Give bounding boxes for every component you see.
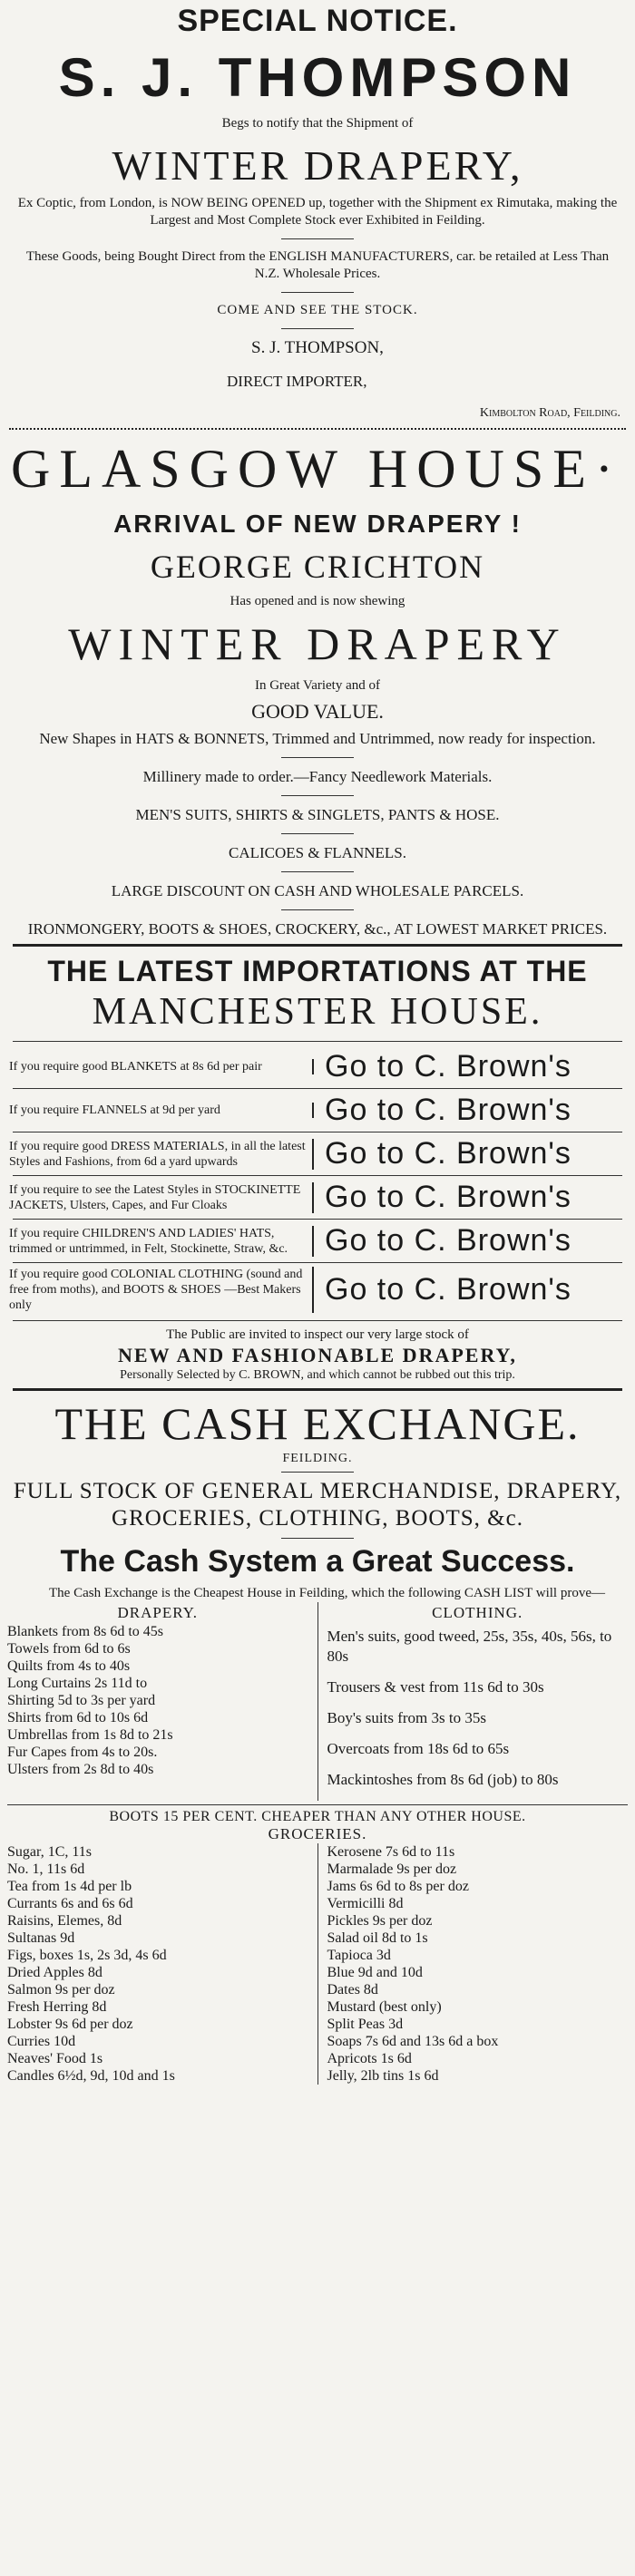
- brown-row-text: If you require CHILDREN'S AND LADIES' HATS, trimmed or untrimmed, in Felt, Stockinette, Straw, &c.: [9, 1226, 314, 1257]
- special-notice-heading: SPECIAL NOTICE.: [177, 4, 458, 38]
- ironmongery-line: IRONMONGERY, BOOTS & SHOES, CROCKERY, &c., AT LOWEST MARKET PRICES.: [27, 920, 608, 938]
- full-stock-line: FULL STOCK OF GENERAL MERCHANDISE, DRAPERY, GROCERIES, CLOTHING, BOOTS, &c.: [13, 1479, 622, 1531]
- groceries-left-column: [7, 1843, 318, 2085]
- divider: [13, 1262, 622, 1263]
- public-invited-line: The Public are invited to inspect our very large stock of: [166, 1327, 469, 1342]
- grocery-item: Salad oil 8d to 1s: [327, 1930, 428, 1946]
- divider: [281, 1472, 354, 1473]
- go-to-brown-label: Go to C. Brown's: [325, 1136, 572, 1171]
- come-see-line: COME AND SEE THE STOCK.: [217, 303, 418, 317]
- brown-rows: [0, 1047, 635, 1315]
- groceries-columns: [0, 1843, 635, 2085]
- calicoes-line: CALICOES & FLANNELS.: [229, 844, 406, 861]
- brown-row: [0, 1178, 635, 1217]
- signature-title: DIRECT IMPORTER,: [227, 373, 367, 390]
- grocery-item: Currants 6s and 6s 6d: [7, 1896, 133, 1911]
- grocery-item: Vermicilli 8d: [327, 1896, 404, 1911]
- brown-row-text: If you require good COLONIAL CLOTHING (sound and free from moths), and BOOTS & SHOES —Best Makers only: [9, 1267, 314, 1313]
- thompson-name: S. J. THOMPSON: [58, 47, 577, 108]
- drapery-column: [7, 1602, 318, 1801]
- divider: [7, 1804, 628, 1805]
- boots-cheaper-line: BOOTS 15 PER CENT. CHEAPER THAN ANY OTHER HOUSE.: [109, 1809, 526, 1824]
- grocery-item: Dried Apples 8d: [7, 1965, 103, 1980]
- brown-row-text: If you require to see the Latest Styles in STOCKINETTE JACKETS, Ulsters, Capes, and Fur Cloaks: [9, 1182, 314, 1213]
- clothing-item: Mackintoshes from 8s 6d (job) to 80s: [327, 1771, 559, 1788]
- winter-drapery-headline: WINTER DRAPERY,: [112, 142, 523, 189]
- grocery-item: Candles 6½d, 9d, 10d and 1s: [7, 2068, 175, 2084]
- clothing-item: Trousers & vest from 11s 6d to 30s: [327, 1678, 544, 1696]
- glasgow-house-heading: GLASGOW HOUSE·: [11, 439, 622, 499]
- grocery-item: Jams 6s 6d to 8s per doz: [327, 1879, 469, 1894]
- drapery-item: Fur Capes from 4s to 20s.: [7, 1745, 158, 1760]
- grocery-item: Marmalade 9s per doz: [327, 1862, 457, 1877]
- crichton-name: GEORGE CRICHTON: [150, 549, 485, 585]
- cash-exchange-advert: [0, 1396, 635, 2085]
- grocery-item: Curries 10d: [7, 2034, 76, 2049]
- cash-list-intro: The Cash Exchange is the Cheapest House in Feilding, which the following CASH LIST will prove—: [49, 1586, 605, 1600]
- grocery-item: Tapioca 3d: [327, 1948, 391, 1963]
- divider: [281, 328, 354, 329]
- variety-line: In Great Variety and of: [254, 678, 380, 693]
- grocery-item: Lobster 9s 6d per doz: [7, 2017, 133, 2032]
- thompson-advert: [0, 4, 635, 421]
- selected-by-brown-line: Personally Selected by C. BROWN, and which cannot be rubbed out this trip.: [120, 1368, 515, 1382]
- drapery-heading: DRAPERY.: [117, 1604, 198, 1621]
- divider: [13, 1219, 622, 1220]
- groceries-heading: GROCERIES.: [268, 1825, 367, 1842]
- go-to-brown-label: Go to C. Brown's: [325, 1180, 572, 1214]
- hats-bonnets-line: New Shapes in HATS & BONNETS, Trimmed and Untrimmed, now ready for inspection.: [39, 730, 596, 747]
- grocery-item: Apricots 1s 6d: [327, 2051, 412, 2066]
- brown-row-text: If you require FLANNELS at 9d per yard: [9, 1103, 314, 1118]
- winter-drapery-headline: WINTER DRAPERY: [68, 618, 567, 669]
- brown-row: [0, 1265, 635, 1315]
- clothing-heading: CLOTHING.: [432, 1604, 523, 1621]
- go-to-brown-label: Go to C. Brown's: [325, 1272, 572, 1307]
- drapery-item: Ulsters from 2s 8d to 40s: [7, 1762, 154, 1777]
- brown-row-text: If you require good BLANKETS at 8s 6d per pair: [9, 1059, 314, 1074]
- divider: [281, 909, 354, 910]
- cash-exchange-heading: THE CASH EXCHANGE.: [54, 1398, 581, 1449]
- drapery-clothing-columns: [0, 1602, 635, 1801]
- grocery-item: Tea from 1s 4d per lb: [7, 1879, 132, 1894]
- cash-system-success-heading: The Cash System a Great Success.: [60, 1544, 575, 1579]
- grocery-item: Pickles 9s per doz: [327, 1913, 433, 1929]
- grocery-item: Neaves' Food 1s: [7, 2051, 103, 2066]
- drapery-item: Shirts from 6d to 10s 6d: [7, 1710, 149, 1725]
- divider: [281, 871, 354, 872]
- brown-row: [0, 1091, 635, 1130]
- go-to-brown-label: Go to C. Brown's: [325, 1223, 572, 1258]
- grocery-item: Dates 8d: [327, 1982, 378, 1998]
- mens-suits-line: MEN'S SUITS, SHIRTS & SINGLETS, PANTS & HOSE.: [135, 806, 500, 823]
- grocery-item: Sugar, 1C, 11s: [7, 1844, 92, 1860]
- signature-address: Kimbolton Road, Feilding.: [479, 406, 620, 420]
- drapery-item: Long Curtains 2s 11d to: [7, 1676, 148, 1691]
- section-divider: [13, 1388, 622, 1391]
- drapery-item: Blankets from 8s 6d to 45s: [7, 1624, 163, 1639]
- grocery-item: Soaps 7s 6d and 13s 6d a box: [327, 2034, 499, 2049]
- section-divider: [9, 428, 626, 430]
- glasgow-advert: [0, 437, 635, 938]
- arrival-heading: ARRIVAL OF NEW DRAPERY !: [113, 510, 522, 538]
- manchester-advert: [0, 954, 635, 1383]
- divider: [281, 238, 354, 239]
- brown-row: [0, 1047, 635, 1086]
- signature-name: S. J. THOMPSON,: [251, 338, 384, 357]
- clothing-item: Boy's suits from 3s to 35s: [327, 1709, 486, 1726]
- grocery-item: Jelly, 2lb tins 1s 6d: [327, 2068, 439, 2084]
- good-value-line: GOOD VALUE.: [251, 700, 384, 723]
- divider: [13, 1088, 622, 1089]
- divider: [281, 292, 354, 293]
- clothing-column: [318, 1602, 629, 1801]
- drapery-item: Shirting 5d to 3s per yard: [7, 1693, 156, 1708]
- new-fashionable-drapery: NEW AND FASHIONABLE DRAPERY,: [118, 1344, 517, 1366]
- brown-row-text: If you require good DRESS MATERIALS, in all the latest Styles and Fashions, from 6d a yard upwards: [9, 1139, 314, 1170]
- divider: [13, 1320, 622, 1321]
- divider: [281, 757, 354, 758]
- begs-line: Begs to notify that the Shipment of: [221, 116, 414, 131]
- grocery-item: Split Peas 3d: [327, 2017, 404, 2032]
- brown-row: [0, 1221, 635, 1260]
- brown-row: [0, 1134, 635, 1173]
- grocery-item: Sultanas 9d: [7, 1930, 75, 1946]
- drapery-item: Towels from 6d to 6s: [7, 1641, 131, 1657]
- drapery-item: Quilts from 4s to 40s: [7, 1658, 131, 1674]
- drapery-item: Umbrellas from 1s 8d to 21s: [7, 1727, 173, 1743]
- grocery-item: Raisins, Elemes, 8d: [7, 1913, 122, 1929]
- grocery-item: Fresh Herring 8d: [7, 1999, 107, 2015]
- millinery-line: Millinery made to order.—Fancy Needlework Materials.: [142, 768, 493, 785]
- divider: [13, 1175, 622, 1176]
- divider: [281, 795, 354, 796]
- groceries-right-column: [318, 1843, 629, 2085]
- divider: [281, 1538, 354, 1539]
- grocery-item: No. 1, 11s 6d: [7, 1862, 85, 1877]
- manufacturers-text: These Goods, being Bought Direct from the ENGLISH MANUFACTURERS, car. be retailed at Less Than N.Z. Wholesale Prices.: [25, 249, 610, 281]
- grocery-item: Blue 9d and 10d: [327, 1965, 423, 1980]
- shipment-text: Ex Coptic, from London, is NOW BEING OPENED up, together with the Shipment ex Rimutaka, making the Largest and Most Complete Stock ever Exhibited in Feilding.: [17, 196, 618, 228]
- grocery-item: Mustard (best only): [327, 1999, 442, 2015]
- go-to-brown-label: Go to C. Brown's: [325, 1093, 572, 1127]
- grocery-item: Kerosene 7s 6d to 11s: [327, 1844, 455, 1860]
- opened-line: Has opened and is now shewing: [230, 594, 405, 608]
- divider: [281, 833, 354, 834]
- grocery-item: Figs, boxes 1s, 2s 3d, 4s 6d: [7, 1948, 167, 1963]
- divider: [13, 1041, 622, 1042]
- feilding-line: FEILDING.: [282, 1452, 353, 1465]
- latest-importations-heading: THE LATEST IMPORTATIONS AT THE: [47, 955, 588, 987]
- section-divider: [13, 944, 622, 947]
- manchester-house-heading: MANCHESTER HOUSE.: [92, 991, 543, 1033]
- clothing-item: Men's suits, good tweed, 25s, 35s, 40s, 56s, to 80s: [327, 1628, 612, 1665]
- grocery-item: Salmon 9s per doz: [7, 1982, 115, 1998]
- discount-line: LARGE DISCOUNT ON CASH AND WHOLESALE PARCELS.: [111, 882, 524, 899]
- go-to-brown-label: Go to C. Brown's: [325, 1049, 572, 1084]
- clothing-item: Overcoats from 18s 6d to 65s: [327, 1740, 510, 1757]
